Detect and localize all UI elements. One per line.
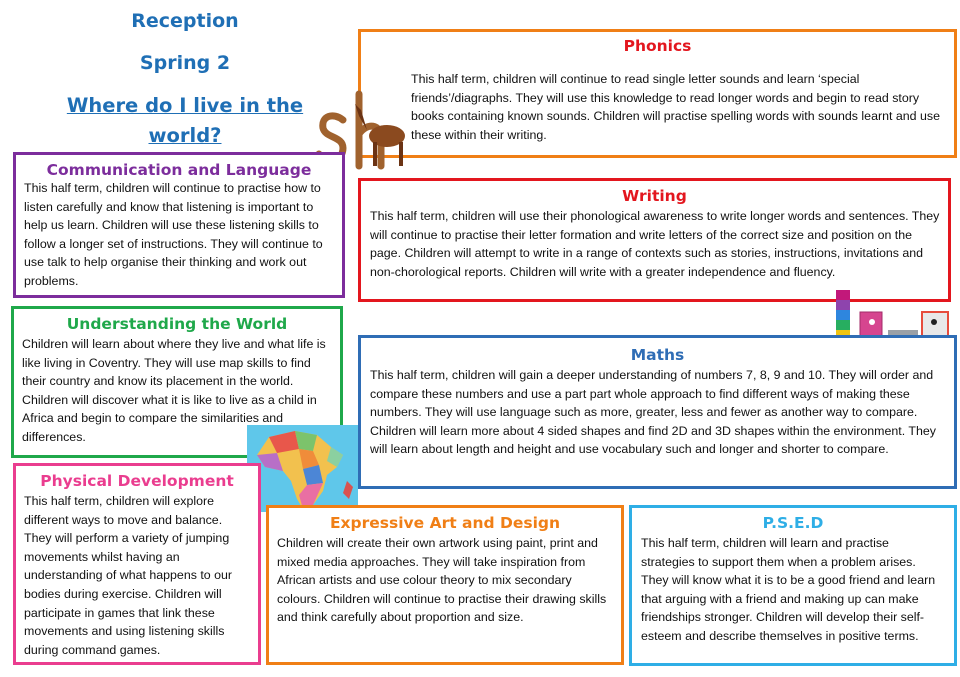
expressive-text: Children will create their own artwork using paint, print and mixed media approaches. They will take inspiration from African artists and use colour theory to mix secondary colours. Children will continue to practise their drawing skills and think carefully about proportion and size. — [277, 536, 607, 625]
maths-heading: Maths — [630, 346, 685, 364]
writing-heading: Writing — [622, 187, 687, 205]
understanding-heading: Understanding the World — [66, 315, 288, 333]
phonics-section — [358, 29, 957, 158]
communication-section — [13, 152, 345, 298]
phonics-text: This half term, children will continue to read single letter sounds and learn ‘special friends’/diagraphs. They will use this knowledge to read longer words and begin to read story books containing known sounds. Children will practise spelling words with sounds learnt and use these within their writing. — [411, 72, 940, 142]
africa-map-icon — [247, 425, 358, 512]
physical-heading: Physical Development — [40, 472, 234, 490]
maths-section — [358, 335, 957, 489]
psed-section — [629, 505, 957, 666]
psed-text: This half term, children will learn and practise strategies to support them when a problem arises. They will know what it is to be a good friend and learn that arguing with a friend and making up can make friendships stronger. Children will develop their self-esteem and describe themselves in positive terms. — [641, 536, 936, 643]
expressive-section — [266, 505, 624, 665]
phonics-heading: Phonics — [623, 37, 692, 55]
communication-text: This half term, children will continue to practise how to listen carefully and know that listening is important to help us learn. Children will use these listening skills to follow a longer set of instructions. They will continue to use talk to help organise their thinking and work out problems. — [24, 181, 323, 288]
physical-section — [13, 463, 261, 665]
writing-text: This half term, children will use their phonological awareness to write longer words and sentences. They will continue to practise their letter formation and write letters of the correct size and position on the page. Children will attempt to write in a range of contexts such as stories, instructions, invitations and non-chorological reports. Children will write with a greater independence and fluency. — [370, 209, 940, 279]
psed-heading: P.S.E.D — [762, 514, 824, 532]
page-subtitle-term: Spring 2 — [139, 52, 231, 74]
page-topic-question: Where do I live in the world? — [66, 94, 304, 147]
page-title-reception: Reception — [131, 10, 239, 32]
communication-heading: Communication and Language — [46, 161, 312, 179]
expressive-heading: Expressive Art and Design — [329, 514, 561, 532]
maths-text: This half term, children will gain a deeper understanding of numbers 7, 8, 9 and 10. They will order and compare these numbers and use a part part whole approach to find different ways of making these numbers. They will use language such as more, greater, less and fewer as another way to compare. Children will learn more about 4 sided shapes and find 2D and 3D shapes within the environment. They will learn about length and height and use vocabulary such and longer and shorter to compare. — [370, 368, 936, 457]
physical-text: This half term, children will explore different ways to move and balance. They will perform a variety of jumping movements whilst having an understanding of what happens to our bodies during exercise. Children will participate in games that link these movements and using listening skills during command games. — [24, 494, 233, 657]
understanding-text: Children will learn about where they live and what life is like living in Coventry. They will use map skills to find their country and know its placement in the world. Children will discover what it is like to live as a child in Africa and begin to compare the similarities and differences. — [22, 337, 326, 444]
writing-section — [358, 178, 951, 302]
